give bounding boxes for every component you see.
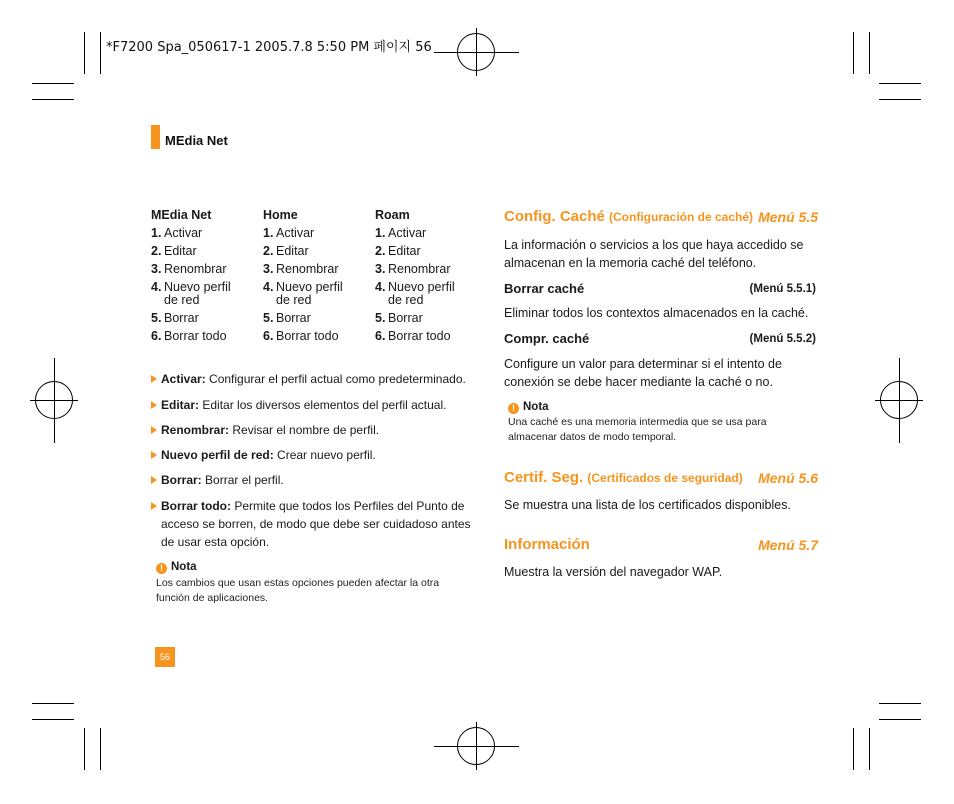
note-heading: ! Nota xyxy=(508,401,549,414)
note-text: Una caché es una memoria intermedia que se usa para almacenar datos de modo temporal. xyxy=(508,416,767,443)
crop-mark xyxy=(32,83,74,84)
list-item: 1. Activar xyxy=(263,226,315,240)
crop-mark xyxy=(869,728,870,770)
profile-column-media-net xyxy=(151,206,261,345)
profile-column-roam xyxy=(375,206,485,345)
list-item: 5. Borrar xyxy=(375,311,423,325)
crop-mark xyxy=(32,99,74,100)
list-item: 3. Renombrar xyxy=(375,262,451,276)
bullet-item: Renombrar: Revisar el nombre de perfil. xyxy=(151,421,471,439)
arrow-bullet-icon xyxy=(151,476,157,484)
list-item: 4. Nuevo perfil de red xyxy=(151,280,231,307)
list-item: 6. Borrar todo xyxy=(375,329,451,343)
arrow-bullet-icon xyxy=(151,401,157,409)
section-informacion xyxy=(504,536,818,554)
list-item: 5. Borrar xyxy=(263,311,311,325)
bullet-item: Borrar: Borrar el perfil. xyxy=(151,471,471,489)
print-slug: *F7200 Spa_050617-1 2005.7.8 5:50 PM 페이지 56 xyxy=(106,40,432,55)
page-number: 56 xyxy=(155,647,175,667)
list-item: 2. Editar xyxy=(375,244,421,258)
bullet-item: Editar: Editar los diversos elementos del perfil actual. xyxy=(151,396,471,414)
info-icon: ! xyxy=(156,563,167,574)
section-title: Información xyxy=(504,536,590,553)
arrow-bullet-icon xyxy=(151,451,157,459)
subsection-text: Eliminar todos los contextos almacenados en la caché. xyxy=(504,306,809,320)
arrow-bullet-icon xyxy=(151,502,157,510)
note-text: Los cambios que usan estas opciones pueden afectar la otra función de aplicaciones. xyxy=(156,577,440,604)
menu-ref: Menú 5.7 xyxy=(758,537,818,553)
list-item: 3. Renombrar xyxy=(151,262,227,276)
crop-mark xyxy=(32,719,74,720)
crop-mark xyxy=(84,32,85,74)
crop-mark xyxy=(879,83,921,84)
section-config-cache xyxy=(504,208,818,226)
crop-mark xyxy=(869,32,870,74)
list-item: 6. Borrar todo xyxy=(263,329,339,343)
crop-mark xyxy=(879,99,921,100)
subsection-text: Configure un valor para determinar si el intento de conexión se debe hacer mediante la caché o no. xyxy=(504,357,782,389)
list-item: 6. Borrar todo xyxy=(151,329,227,343)
menu-ref: Menú 5.5 xyxy=(758,209,818,225)
list-item: 1. Activar xyxy=(151,226,203,240)
list-item: 3. Renombrar xyxy=(263,262,339,276)
arrow-bullet-icon xyxy=(151,426,157,434)
crop-mark xyxy=(853,32,854,74)
section-text: Muestra la versión del navegador WAP. xyxy=(504,565,723,579)
page-section-title: MEdia Net xyxy=(165,133,228,148)
section-text: La información o servicios a los que haya accedido se almacenan en la memoria caché del teléfono. xyxy=(504,238,804,270)
section-title: Certif. Seg. (Certificados de seguridad) xyxy=(504,469,743,486)
menu-ref: Menú 5.6 xyxy=(758,470,818,486)
arrow-bullet-icon xyxy=(151,375,157,383)
column-heading: Roam xyxy=(375,208,410,222)
list-item: 2. Editar xyxy=(151,244,197,258)
list-item: 1. Activar xyxy=(375,226,427,240)
profile-column-home xyxy=(263,206,373,345)
subsection-heading: Borrar caché (Menú 5.5.1) xyxy=(504,281,816,296)
subsection-heading: Compr. caché (Menú 5.5.2) xyxy=(504,331,816,346)
column-heading: MEdia Net xyxy=(151,208,212,222)
crop-mark xyxy=(32,703,74,704)
column-heading: Home xyxy=(263,208,298,222)
bullet-item: Nuevo perfil de red: Crear nuevo perfil. xyxy=(151,446,471,464)
list-item: 4. Nuevo perfil de red xyxy=(375,280,455,307)
info-icon: ! xyxy=(508,403,519,414)
crop-mark xyxy=(84,728,85,770)
crop-mark xyxy=(100,728,101,770)
crop-mark xyxy=(879,719,921,720)
crop-mark xyxy=(100,32,101,74)
bullet-item: Activar: Configurar el perfil actual como predeterminado. xyxy=(151,370,471,388)
list-item: 2. Editar xyxy=(263,244,309,258)
crop-mark xyxy=(879,703,921,704)
list-item: 4. Nuevo perfil de red xyxy=(263,280,343,307)
crop-mark xyxy=(853,728,854,770)
section-title: Config. Caché (Configuración de caché) xyxy=(504,208,754,225)
section-certif-seg xyxy=(504,469,818,487)
note-heading: ! Nota xyxy=(156,561,197,574)
bullet-item: Borrar todo: Permite que todos los Perfiles del Punto de acceso se borren, de modo que debe ser cuidadoso antes de usar esta opción. xyxy=(151,497,471,551)
section-text: Se muestra una lista de los certificados disponibles. xyxy=(504,498,791,512)
section-accent-bar xyxy=(151,125,160,149)
list-item: 5. Borrar xyxy=(151,311,199,325)
